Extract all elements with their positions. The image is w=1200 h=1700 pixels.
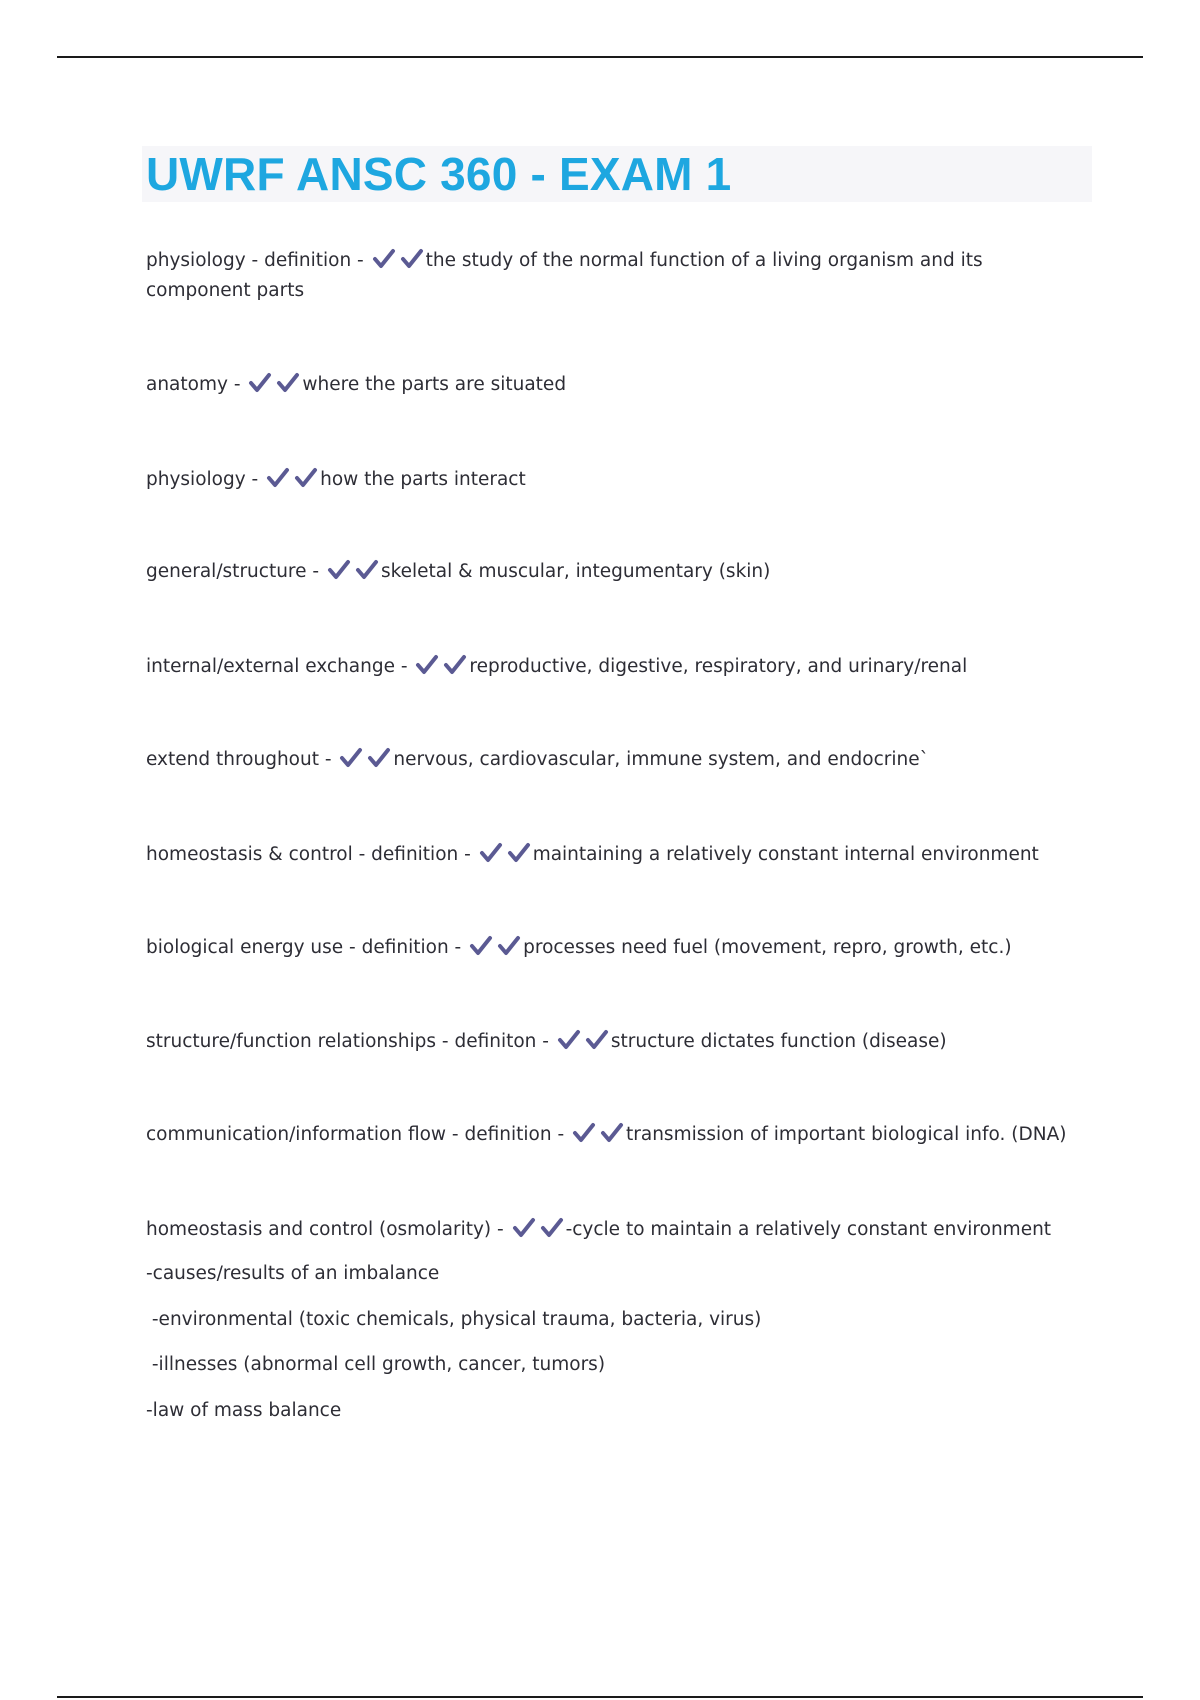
check-icon bbox=[600, 1122, 624, 1144]
check-icon bbox=[479, 842, 503, 864]
entry-answer: -cycle to maintain a relatively constant environment bbox=[565, 1219, 1052, 1240]
entry-1 bbox=[146, 370, 1086, 400]
check-icon bbox=[355, 559, 379, 581]
check-icon bbox=[248, 372, 272, 394]
entry-answer: skeletal & muscular, integumentary (skin) bbox=[380, 561, 771, 582]
entry-5 bbox=[146, 745, 1086, 775]
entry-term: extend throughout - bbox=[146, 749, 338, 770]
check-icon bbox=[469, 935, 493, 957]
entry-8 bbox=[146, 1027, 1086, 1057]
entry-term: internal/external exchange - bbox=[146, 656, 414, 677]
entry-term: anatomy - bbox=[146, 374, 247, 395]
entry-6 bbox=[146, 840, 1086, 870]
check-icon bbox=[572, 1122, 596, 1144]
check-icon bbox=[327, 559, 351, 581]
entry-term: physiology - definition - bbox=[146, 250, 370, 271]
top-rule bbox=[57, 56, 1143, 58]
entry-4 bbox=[146, 652, 1086, 682]
sub-line-1: -environmental (toxic chemicals, physical trauma, bacteria, virus) bbox=[146, 1309, 762, 1330]
check-icon bbox=[585, 1029, 609, 1051]
check-icon bbox=[266, 467, 290, 489]
entry-answer: transmission of important biological info. (DNA) bbox=[626, 1124, 1067, 1145]
check-icon bbox=[339, 747, 363, 769]
entry-9 bbox=[146, 1120, 1086, 1150]
check-icon bbox=[400, 248, 424, 270]
sub-line-0: -causes/results of an imbalance bbox=[146, 1263, 440, 1284]
entry-term: physiology - bbox=[146, 469, 265, 490]
entry-0 bbox=[146, 246, 1086, 306]
check-icon bbox=[540, 1217, 564, 1239]
entry-answer: nervous, cardiovascular, immune system, and endocrine` bbox=[393, 749, 929, 770]
entry-answer: how the parts interact bbox=[320, 469, 526, 490]
bottom-rule bbox=[57, 1696, 1143, 1698]
entry-7 bbox=[146, 933, 1086, 963]
entry-answer: structure dictates function (disease) bbox=[610, 1031, 947, 1052]
check-icon bbox=[276, 372, 300, 394]
entry-answer: maintaining a relatively constant internal environment bbox=[532, 844, 1039, 865]
check-icon bbox=[497, 935, 521, 957]
sub-line-2: -illnesses (abnormal cell growth, cancer, tumors) bbox=[146, 1354, 606, 1375]
sub-line-3: -law of mass balance bbox=[146, 1400, 342, 1421]
check-icon bbox=[512, 1217, 536, 1239]
entry-answer: where the parts are situated bbox=[302, 374, 567, 395]
entry-term: general/structure - bbox=[146, 561, 325, 582]
entry-10 bbox=[146, 1215, 1086, 1245]
check-icon bbox=[294, 467, 318, 489]
entry-term: homeostasis & control - definition - bbox=[146, 844, 477, 865]
check-icon bbox=[443, 654, 467, 676]
entry-2 bbox=[146, 465, 1086, 495]
check-icon bbox=[372, 248, 396, 270]
check-icon bbox=[557, 1029, 581, 1051]
document-title: UWRF ANSC 360 - EXAM 1 bbox=[146, 148, 732, 200]
entry-answer: the study of the normal function of a living organism and its component parts bbox=[146, 250, 983, 301]
check-icon bbox=[367, 747, 391, 769]
entry-answer: processes need fuel (movement, repro, growth, etc.) bbox=[523, 937, 1012, 958]
entry-3 bbox=[146, 557, 1086, 587]
entry-term: communication/information flow - definition - bbox=[146, 1124, 571, 1145]
check-icon bbox=[415, 654, 439, 676]
entry-answer: reproductive, digestive, respiratory, and urinary/renal bbox=[469, 656, 968, 677]
entry-term: structure/function relationships - definiton - bbox=[146, 1031, 555, 1052]
entry-term: homeostasis and control (osmolarity) - bbox=[146, 1219, 510, 1240]
entry-term: biological energy use - definition - bbox=[146, 937, 468, 958]
check-icon bbox=[507, 842, 531, 864]
